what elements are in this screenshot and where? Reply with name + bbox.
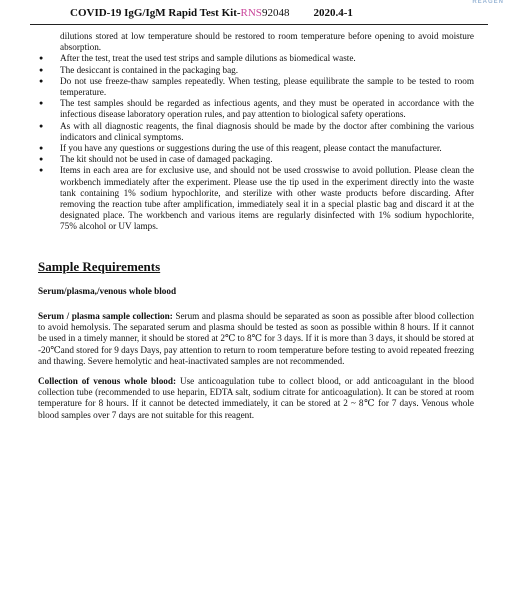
list-item: ● The desiccant is contained in the packaging bag. [38,65,474,76]
section-heading: Sample Requirements [38,258,161,274]
header-rule [30,24,488,25]
list-item: ● Items in each area are for exclusive use, and should not be used crosswise to avoid pollution. Please clean the workbench immediately after the experiment. Please use the tip used in the experiment directly into the waste tank containing 1% sodium hypochlorite, and sterilize with other waste products before discarding. After removing the reaction tube after amplification, immediately seal it in a special plastic bag and discard it at the designated place. The workbench and various items are regularly disinfected with 1% sodium hypochlorite, 75% alcohol or UV lamps. [38,165,474,232]
page-header [0,0,518,30]
title-code-accent: RNS [240,7,262,19]
serum-plasma-paragraph [38,311,474,367]
venous-blood-paragraph [38,376,474,421]
title-code-number: 92048 [261,7,290,19]
document-body [38,31,474,430]
list-item: dilutions stored at low temperature should be restored to room temperature before opening to avoid moisture absorption. [60,31,474,53]
document-date: 2020.4-1 [313,7,353,19]
paragraph-text: Use anticoagulation tube to collect blood, or add anticoagulant in the blood collection tube (recommended to use heparin, EDTA salt, sodium citrate for anticoagulation). It can be stored at room temperature for 8 hours. If it cannot be detected immediately, it can be stored at 2 ~ 8℃ for 7 days. Venous whole blood samples over 7 days are not suitable for this reagent. [38,376,474,420]
list-item: ● After the test, treat the used test strips and sample dilutions as biomedical waste. [38,53,474,64]
title-text: COVID-19 IgG/IgM Rapid Test Kit- [70,7,241,19]
paragraph-label: Collection of venous whole blood: [38,376,177,387]
list-item: ● The kit should not be used in case of damaged packaging. [38,154,474,165]
list-item: ● The test samples should be regarded as infectious agents, and they must be operated in accordance with the infectious disease laboratory operation rules, and pay attention to biological safety operations. [38,98,474,120]
precautions-list [38,31,474,233]
paragraph-text: Serum and plasma should be separated as soon as possible after blood collection to avoid hemolysis. The separated serum and plasma should be tested as soon as possible within 8 hours. If it cannot be used in a timely manner, it should be stored at 2℃ to 8℃ for 3 days. If it is more than 3 days, it should be stored at -20℃and stored for 9 days Days, pay attention to return to room temperature before testing to avoid repeated freezing and thawing. Severe hemolytic and heat-inactivated samples are not recommended. [38,311,474,366]
list-item: ● As with all diagnostic reagents, the final diagnosis should be made by the doctor after combining the various indicators and clinical symptoms. [38,121,474,143]
paragraph-label: Serum / plasma sample collection: [38,311,173,322]
brand-logo-text: REAGEN [472,0,504,5]
document-title [70,7,353,19]
section-subheading: Serum/plasma,/venous whole blood [38,285,177,296]
list-item: ● If you have any questions or suggestions during the use of this reagent, please contact the manufacturer. [38,143,474,154]
list-item: ● Do not use freeze-thaw samples repeatedly. When testing, please equilibrate the sample to be tested to room temperature. [38,76,474,98]
